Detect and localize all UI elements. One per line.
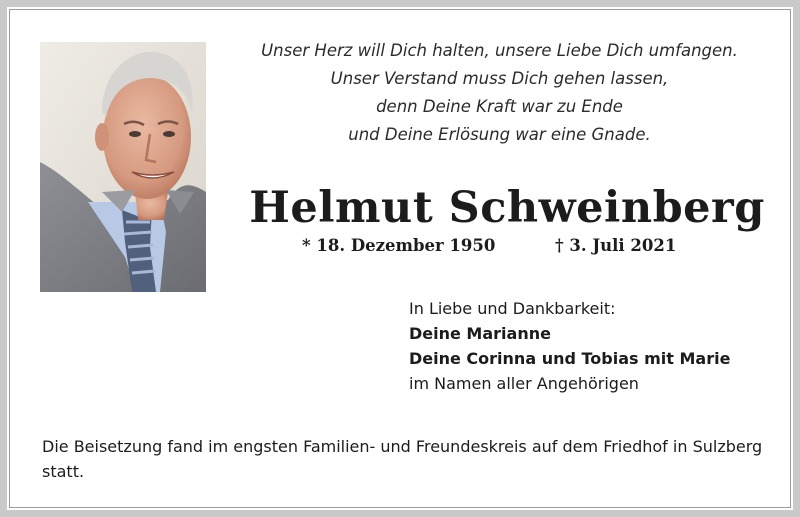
portrait-photo [40, 42, 206, 292]
mourner-name: Deine Corinna und Tobias mit Marie [409, 349, 731, 368]
mourners-closing: im Namen aller Angehörigen [409, 374, 639, 393]
birth-date: * 18. Dezember 1950 [302, 236, 496, 255]
verse-line: Unser Herz will Dich halten, unsere Liebe Dich umfangen. [261, 41, 738, 60]
burial-notice: Die Beisetzung fand im engsten Familien- und Freundeskreis auf dem Friedhof in Sulzberg statt. [42, 437, 763, 481]
verse-line: Unser Verstand muss Dich gehen lassen, [330, 69, 669, 88]
portrait-illustration [40, 42, 206, 292]
mourners-block [409, 296, 730, 396]
mourners-intro: In Liebe und Dankbarkeit: [409, 299, 616, 318]
life-dates [302, 233, 677, 259]
death-date: † 3. Juli 2021 [555, 236, 677, 255]
mourner-name: Deine Marianne [409, 324, 551, 343]
memorial-verse [207, 37, 792, 149]
verse-line: denn Deine Kraft war zu Ende [376, 97, 623, 116]
deceased-name: Helmut Schweinberg [249, 183, 765, 233]
verse-line: und Deine Erlösung war eine Gnade. [348, 125, 651, 144]
